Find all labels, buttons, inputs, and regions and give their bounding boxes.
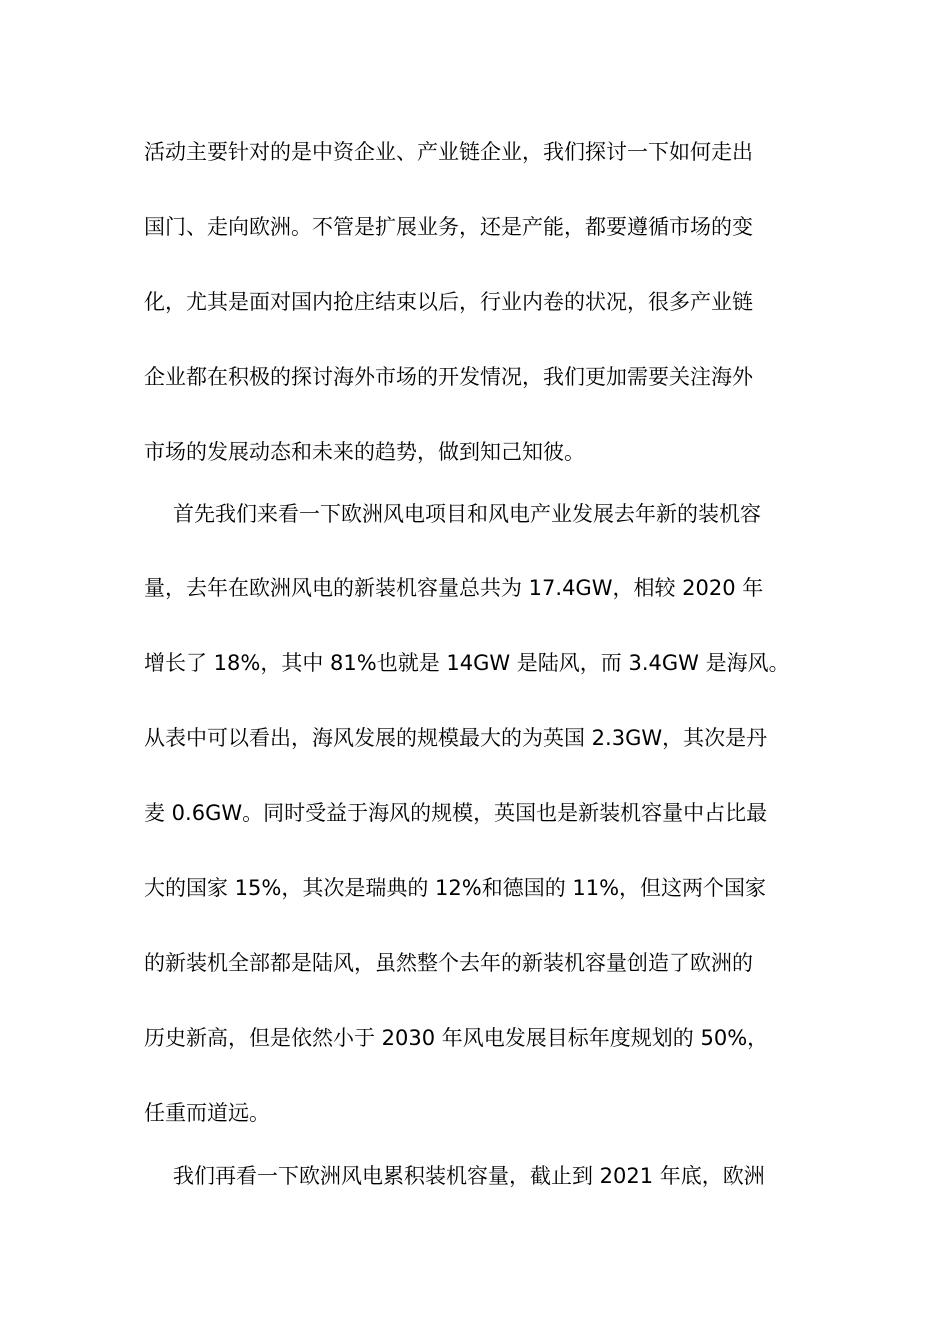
text-line: 大的国家 15%，其次是瑞典的 12%和德国的 11%，但这两个国家	[144, 876, 767, 900]
paragraph-first-line: 首先我们来看一下欧洲风电项目和风电产业发展去年新的装机容	[173, 502, 761, 526]
text-line: 活动主要针对的是中资企业、产业链企业，我们探讨一下如何走出	[144, 140, 753, 164]
text-line: 企业都在积极的探讨海外市场的开发情况，我们更加需要关注海外	[144, 365, 753, 389]
paragraph-first-line: 我们再看一下欧洲风电累积装机容量，截止到 2021 年底，欧洲	[173, 1164, 765, 1188]
text-line: 历史新高，但是依然小于 2030 年风电发展目标年度规划的 50%，	[144, 1026, 769, 1050]
text-line: 麦 0.6GW。同时受益于海风的规模，英国也是新装机容量中占比最	[144, 801, 768, 825]
text-line: 的新装机全部都是陆风，虽然整个去年的新装机容量创造了欧洲的	[144, 951, 753, 975]
text-line: 量，去年在欧洲风电的新装机容量总共为 17.4GW，相较 2020 年	[144, 576, 764, 600]
text-line: 国门、走向欧洲。不管是扩展业务，还是产能，都要遵循市场的变	[144, 215, 753, 239]
text-line: 市场的发展动态和未来的趋势，做到知己知彼。	[144, 440, 585, 464]
text-line: 从表中可以看出，海风发展的规模最大的为英国 2.3GW，其次是丹	[144, 726, 768, 750]
text-line: 化，尤其是面对国内抢庄结束以后，行业内卷的状况，很多产业链	[144, 290, 753, 314]
text-line: 增长了 18%，其中 81%也就是 14GW 是陆风，而 3.4GW 是海风。	[144, 651, 790, 675]
text-line: 任重而道远。	[144, 1101, 270, 1125]
